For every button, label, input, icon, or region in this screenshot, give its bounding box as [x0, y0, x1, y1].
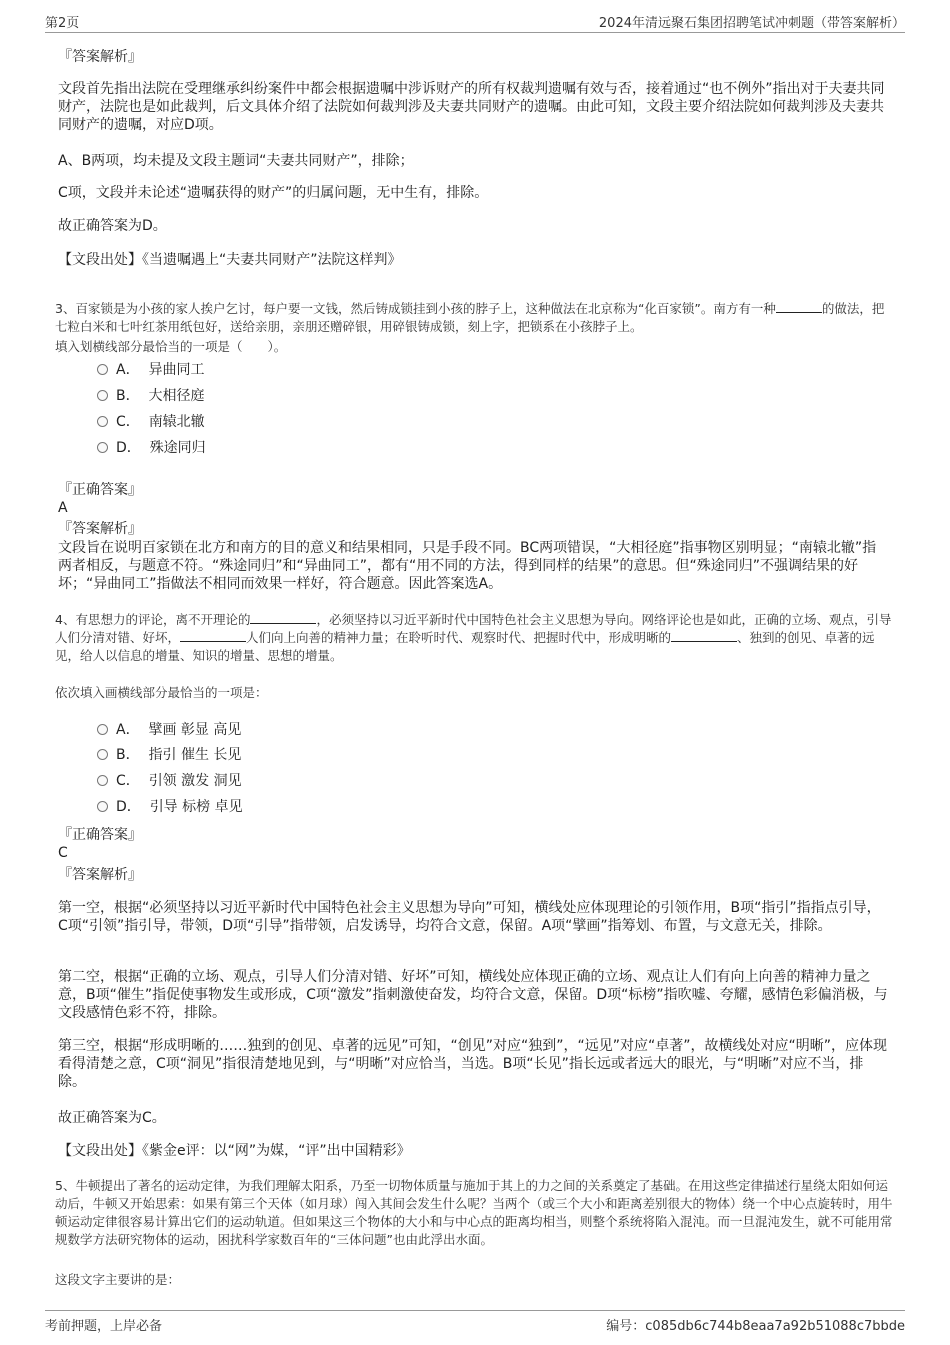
q4-correct-answer: C — [58, 845, 68, 861]
option-letter: C． — [116, 773, 140, 789]
radio-icon[interactable] — [97, 775, 108, 786]
option-text: 南辕北辙 — [148, 414, 205, 430]
q3-stem — [55, 300, 895, 336]
q2-analysis-label: 『答案解析』 — [58, 49, 142, 65]
q3-analysis: 文段旨在说明百家锁在北方和南方的目的意义和结果相同，只是手段不同。BC两项错误，“大相径庭”指事物区别明显；“南辕北辙”指两者相反，与题意不符。“殊途同归”和“异曲同工”，都有“用不同的方法，得到同样的结果”的意思。但“殊途同归”不强调结果的好坏；“异曲同工”指做法不相同而效果一样好，符合题意。因此答案选A。 — [58, 540, 877, 592]
q3-option-c[interactable] — [97, 413, 205, 431]
page-header — [45, 10, 905, 33]
q3-analysis-label: 『答案解析』 — [58, 521, 142, 537]
radio-icon[interactable] — [97, 416, 108, 427]
q4-option-d[interactable] — [97, 798, 243, 816]
q3-correct-label: 『正确答案』 — [58, 482, 142, 498]
radio-icon[interactable] — [97, 801, 108, 812]
q4-correct-label: 『正确答案』 — [58, 827, 142, 843]
q4-analysis-p2: 第二空，根据“正确的立场、观点，引导人们分清对错、好坏”可知，横线处应体现正确的立场、观点让人们有向上向善的精神力量之意，B项“催生”指促使事物发生或形成，C项“激发”指刺激使奋发，均符合文意，保留。D项“标榜”指吹嘘、夸耀，感情色彩偏消极，与文段感情色彩不符，排除。 — [58, 969, 888, 1021]
q4-prompt: 依次填入画横线部分最恰当的一项是： — [55, 685, 268, 700]
option-letter: B． — [116, 747, 140, 763]
q4-stem — [55, 611, 895, 665]
q3-option-a[interactable] — [97, 361, 204, 379]
option-text: 引导 标榜 卓见 — [149, 799, 243, 815]
q3-blank — [776, 300, 822, 313]
q3-prompt: 填入划横线部分最恰当的一项是（ ）。 — [55, 339, 287, 354]
q4-option-b[interactable] — [97, 746, 241, 764]
option-letter: A． — [116, 722, 140, 738]
page-number: 第2页 — [45, 16, 80, 31]
option-text: 异曲同工 — [148, 362, 205, 378]
q5-prompt: 这段文字主要讲的是： — [55, 1272, 181, 1287]
document-title: 2024年清远聚石集团招聘笔试冲刺题（带答案解析） — [598, 16, 905, 31]
q2-analysis-p3: C项，文段并未论述“遗嘱获得的财产”的归属问题，无中生有，排除。 — [58, 185, 489, 201]
q2-analysis-p1: 文段首先指出法院在受理继承纠纷案件中都会根据遗嘱中涉诉财产的所有权裁判遗嘱有效与否，接着通过“也不例外”指出对于夫妻共同财产，法院也是如此裁判，后文具体介绍了法院如何裁判涉及夫妻共同财产的遗嘱。由此可知，文段主要介绍法院如何裁判涉及夫妻共同财产的遗嘱，对应D项。 — [58, 81, 885, 133]
q4-blank-1 — [250, 611, 316, 624]
q4-stem-part3: 人们向上向善的精神力量；在聆听时代、观察时代、把握时代中，形成明晰的 — [246, 630, 672, 645]
footer-serial: 编号：c085db6c744b8eaa7a92b51088c7bbde — [606, 1319, 905, 1334]
q4-option-a[interactable] — [97, 721, 241, 739]
q3-correct-answer: A — [58, 500, 68, 516]
q4-option-c[interactable] — [97, 772, 242, 790]
option-text: 指引 催生 长见 — [148, 747, 242, 763]
q2-analysis-p2: A、B两项，均未提及文段主题词“夫妻共同财产”，排除； — [58, 153, 414, 169]
option-letter: A． — [116, 362, 140, 378]
radio-icon[interactable] — [97, 724, 108, 735]
q4-stem-part2: ，必须坚持以习近平新时代中国特色社会主义思想为导向。网络评论也是如此，正确的立场、观点，引导人们分清对错、好坏， — [55, 612, 892, 645]
q4-analysis-p4: 故正确答案为C。 — [58, 1110, 166, 1126]
q4-blank-2 — [180, 629, 246, 642]
option-letter: D． — [116, 799, 141, 815]
q4-analysis-p1: 第一空，根据“必须坚持以习近平新时代中国特色社会主义思想为导向”可知，横线处应体现理论的引领作用，B项“指引”指指点引导，C项“引领”指引导，带领，D项“引导”指带领，启发诱导，均符合文意，保留。A项“擘画”指筹划、布置，与文意无关，排除。 — [58, 900, 881, 934]
q3-option-d[interactable] — [97, 439, 206, 457]
radio-icon[interactable] — [97, 749, 108, 760]
q2-source: 【文段出处】《当遗嘱遇上“夫妻共同财产”法院这样判》 — [58, 252, 402, 268]
option-letter: D． — [116, 440, 141, 456]
q4-analysis-label: 『答案解析』 — [58, 867, 142, 883]
q4-analysis-p3: 第三空，根据“形成明晰的……独到的创见、卓著的远见”可知，“创见”对应“独到”，“远见”对应“卓著”，故横线处对应“明晰”，应体现看得清楚之意，C项“洞见”指很清楚地见到，与“明晰”对应恰当，当选。B项“长见”指长远或者远大的眼光，与“明晰”对应不当，排除。 — [58, 1038, 888, 1090]
footer-slogan: 考前押题，上岸必备 — [45, 1319, 163, 1334]
option-letter: C． — [116, 414, 140, 430]
radio-icon[interactable] — [97, 390, 108, 401]
q4-stem-part4: 、独到的创见、卓著的远见，给人以信息的增量、知识的增量、思想的增量。 — [55, 630, 875, 663]
q3-stem-part1: 3、百家锁是为小孩的家人挨户乞讨，每户要一文钱，然后铸成锁挂到小孩的脖子上，这种做法在北京称为“化百家锁”。南方有一种 — [55, 301, 776, 316]
option-letter: B． — [116, 388, 140, 404]
page-footer — [45, 1310, 905, 1337]
q3-stem-part2: 的做法，把七粒白米和七叶红茶用纸包好，送给亲朋，亲朋还赠碎银，用碎银铸成锁，刻上字，把锁系在小孩脖子上。 — [55, 301, 885, 334]
radio-icon[interactable] — [97, 442, 108, 453]
option-text: 擘画 彰显 高见 — [148, 722, 242, 738]
q2-analysis-p4: 故正确答案为D。 — [58, 218, 167, 234]
q4-stem-part1: 4、有思想力的评论，离不开理论的 — [55, 612, 251, 627]
q5-stem: 5、牛顿提出了著名的运动定律，为我们理解太阳系，乃至一切物体质量与施加于其上的力之间的关系奠定了基础。在用这些定律描述行星绕太阳如何运动后，牛顿又开始思索：如果有第三个天体（如月球）闯入其间会发生什么呢？当两个（或三个大小和距离差别很大的物体）绕一个中心点旋转时，用牛顿运动定律很容易计算出它们的运动轨道。但如果这三个物体的大小和与中心点的距离均相当，则整个系统将陷入混沌。而一旦混沌发生，就不可能用常规数学方法研究物体的运动，困扰科学家数百年的“三体问题”也由此浮出水面。 — [55, 1178, 893, 1247]
option-text: 引领 激发 洞见 — [148, 773, 242, 789]
q4-source: 【文段出处】《紫金e评：以“网”为媒，“评”出中国精彩》 — [58, 1143, 411, 1159]
option-text: 大相径庭 — [148, 388, 205, 404]
q3-option-b[interactable] — [97, 387, 205, 405]
q4-blank-3 — [671, 629, 737, 642]
radio-icon[interactable] — [97, 364, 108, 375]
option-text: 殊途同归 — [149, 440, 206, 456]
